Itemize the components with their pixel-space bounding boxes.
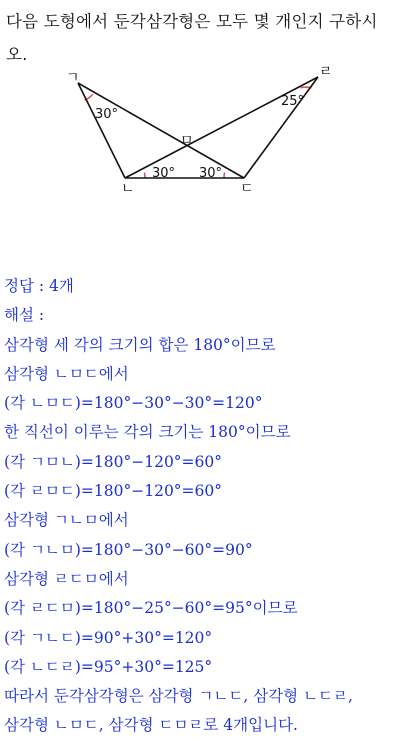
solution-block [4,272,398,741]
vertex-label-r: ㄹ [319,64,333,80]
solution-line: (각 ㄴㅁㄷ)=180°−30°−30°=120° [4,394,263,413]
solution-line: (각 ㄹㄷㅁ)=180°−25°−60°=95°이므로 [4,599,298,618]
solution-line: 따라서 둔각삼각형은 삼각형 ㄱㄴㄷ, 삼각형 ㄴㄷㄹ, [4,687,353,706]
solution-line: (각 ㄱㅁㄴ)=180°−120°=60° [4,452,223,471]
angle-label-g: 30° [95,107,119,122]
vertex-label-g: ㄱ [66,70,80,86]
angle-arc-n [144,173,145,178]
solution-line: (각 ㄱㄴㄷ)=90°+30°=120° [4,628,213,647]
angle-label-r: 25° [281,94,305,109]
solution-line: (각 ㄱㄴㅁ)=180°−30°−60°=90° [4,540,253,559]
solution-line: 삼각형 ㄱㄴㅁ에서 [4,511,129,530]
question-line-2: 오. [6,45,28,64]
angle-arc-d [224,173,225,178]
solution-line: (각 ㄴㄷㄹ)=95°+30°=125° [4,657,213,676]
solution-line: 삼각형 ㄴㅁㄷ에서 [4,364,129,383]
segment-r-n [125,77,318,178]
question-line-1: 다음 도형에서 둔각삼각형은 모두 몇 개인지 구하시 [6,12,378,31]
vertex-label-m: ㅁ [180,133,194,149]
solution-line: 삼각형 ㄴㅁㄷ, 삼각형 ㄷㅁㄹ로 4개입니다. [4,716,298,735]
explanation-heading: 해설 : [4,306,45,325]
angle-label-n: 30° [152,166,176,181]
solution-line: (각 ㄹㅁㄷ)=180°−120°=60° [4,482,223,501]
segment-r-d [244,77,318,178]
solution-line: 삼각형 ㄹㄷㅁ에서 [4,569,129,588]
vertex-label-d: ㄷ [240,181,254,197]
segment-g-d [78,83,244,178]
solution-line: 삼각형 세 각의 크기의 합은 180°이므로 [4,335,276,354]
geometry-figure [0,0,400,220]
vertex-label-n: ㄴ [121,181,135,197]
solution-line: 한 직선이 이루는 각의 크기는 180°이므로 [4,423,291,442]
angle-label-d: 30° [199,166,223,181]
answer-line: 정답 : 4개 [4,277,74,295]
